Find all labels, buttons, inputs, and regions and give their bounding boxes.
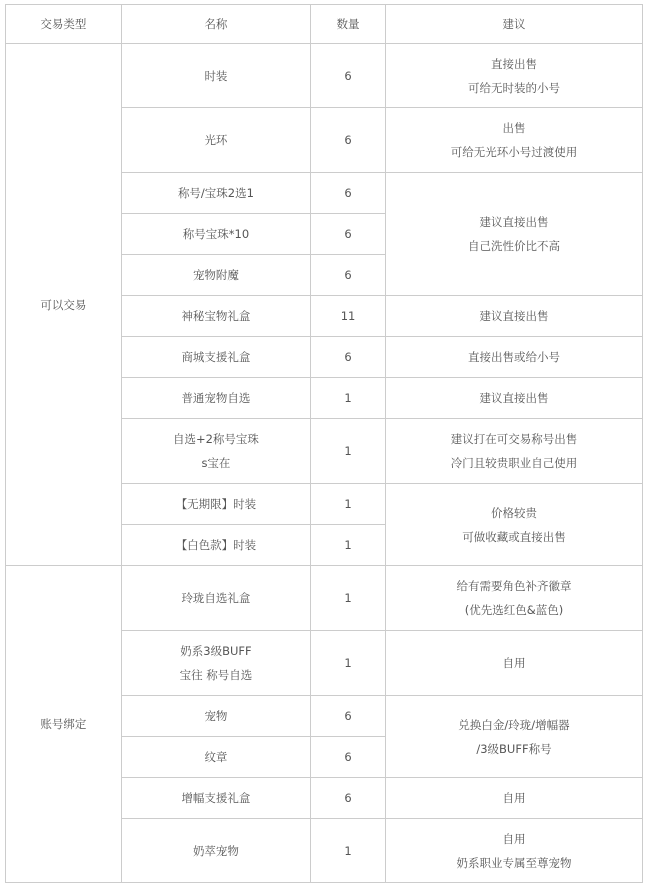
item-name: 增幅支援礼盒 xyxy=(121,778,310,819)
item-name: 【无期限】时装 xyxy=(121,484,310,525)
item-advice: 给有需要角色补齐徽章 (优先选红色&蓝色) xyxy=(385,566,642,631)
header-advice: 建议 xyxy=(385,5,642,44)
item-name: 纹章 xyxy=(121,737,310,778)
item-qty: 6 xyxy=(311,337,386,378)
item-qty: 6 xyxy=(311,737,386,778)
item-advice: 出售 可给无光环小号过渡使用 xyxy=(385,108,642,173)
item-name: 时装 xyxy=(121,44,310,108)
header-name: 名称 xyxy=(121,5,310,44)
item-qty: 1 xyxy=(311,525,386,566)
item-name: 【白色款】时装 xyxy=(121,525,310,566)
item-qty: 6 xyxy=(311,696,386,737)
item-name: 宠物附魔 xyxy=(121,255,310,296)
group-bound: 账号绑定 xyxy=(6,566,122,883)
item-advice: 建议直接出售 xyxy=(385,296,642,337)
item-advice: 自用 奶系职业专属至尊宠物 xyxy=(385,819,642,883)
item-advice: 建议直接出售 自己洗性价比不高 xyxy=(385,173,642,296)
item-qty: 6 xyxy=(311,255,386,296)
item-qty: 11 xyxy=(311,296,386,337)
item-name: 奶萃宠物 xyxy=(121,819,310,883)
item-qty: 1 xyxy=(311,419,386,484)
item-qty: 6 xyxy=(311,108,386,173)
table-row xyxy=(6,44,643,108)
item-qty: 1 xyxy=(311,631,386,696)
item-qty: 1 xyxy=(311,566,386,631)
item-advice: 直接出售 可给无时装的小号 xyxy=(385,44,642,108)
item-advice: 直接出售或给小号 xyxy=(385,337,642,378)
item-advice: 自用 xyxy=(385,778,642,819)
table-header-row xyxy=(6,5,643,44)
item-name: 光环 xyxy=(121,108,310,173)
item-advice: 兑换白金/玲珑/增幅器 /3级BUFF称号 xyxy=(385,696,642,778)
item-qty: 1 xyxy=(311,484,386,525)
item-qty: 1 xyxy=(311,819,386,883)
item-name: 奶系3级BUFF 宝往 称号自选 xyxy=(121,631,310,696)
item-name: 普通宠物自选 xyxy=(121,378,310,419)
header-type: 交易类型 xyxy=(6,5,122,44)
item-qty: 1 xyxy=(311,378,386,419)
item-qty: 6 xyxy=(311,778,386,819)
item-qty: 6 xyxy=(311,44,386,108)
table-row xyxy=(6,566,643,631)
item-qty: 6 xyxy=(311,173,386,214)
item-name: 宠物 xyxy=(121,696,310,737)
item-name: 称号/宝珠2选1 xyxy=(121,173,310,214)
trade-advice-table xyxy=(5,4,643,883)
item-name: 商城支援礼盒 xyxy=(121,337,310,378)
item-name: 神秘宝物礼盒 xyxy=(121,296,310,337)
header-qty: 数量 xyxy=(311,5,386,44)
item-name: 称号宝珠*10 xyxy=(121,214,310,255)
item-advice: 建议直接出售 xyxy=(385,378,642,419)
item-name: 自选+2称号宝珠 s宝在 xyxy=(121,419,310,484)
item-qty: 6 xyxy=(311,214,386,255)
item-advice: 自用 xyxy=(385,631,642,696)
group-tradable: 可以交易 xyxy=(6,44,122,566)
item-advice: 建议打在可交易称号出售 冷门且较贵职业自己使用 xyxy=(385,419,642,484)
item-name: 玲珑自选礼盒 xyxy=(121,566,310,631)
item-advice: 价格较贵 可做收藏或直接出售 xyxy=(385,484,642,566)
